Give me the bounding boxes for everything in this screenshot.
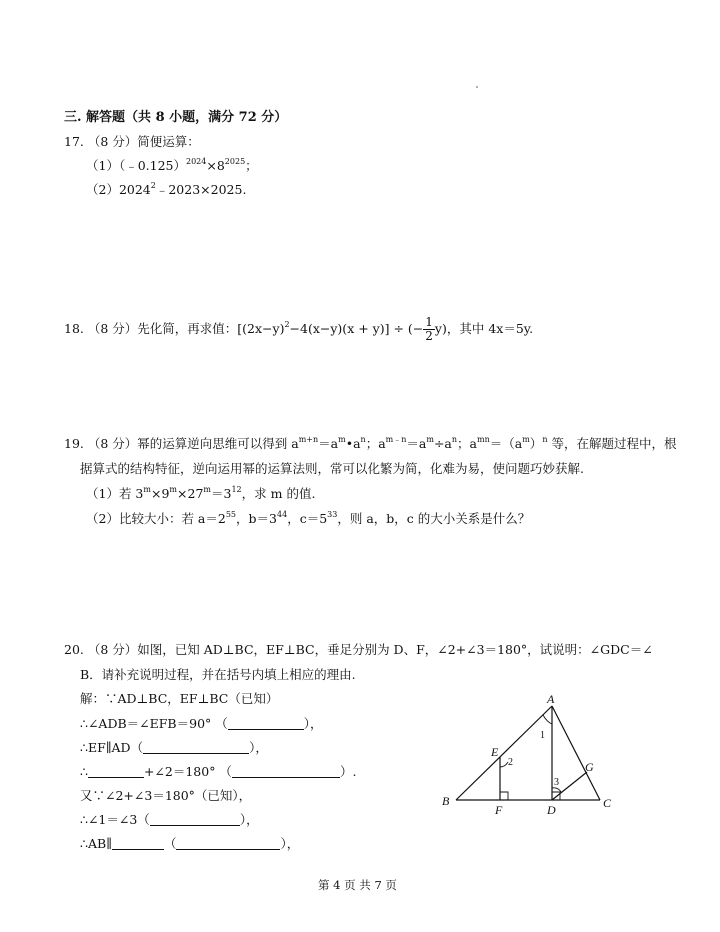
answer-blank[interactable] xyxy=(232,766,340,778)
section-title: 三. 解答题（共 8 小题，满分 72 分） xyxy=(64,110,288,125)
angle-label-1: 1 xyxy=(540,730,545,741)
label-e: E xyxy=(491,745,499,759)
label-g: G xyxy=(585,760,594,774)
q19-part1: （1）若 $3^m\times 9^m\times 27^m=3^{12}$，求 m 的值. xyxy=(86,485,316,501)
q20-step3: ∴EF∥AD（ ）， xyxy=(80,740,268,755)
right-angle-f xyxy=(500,792,508,800)
q17-stem: 17. （8 分）简便运算： xyxy=(64,134,200,149)
page-footer: 第 4 页 共 7 页 xyxy=(318,878,397,892)
q20-step4: ∴ +∠2＝180° （ ）. xyxy=(80,764,357,779)
angle-arc-1 xyxy=(543,715,552,724)
q19-line1: 19. （8 分）幂的运算逆向思维可以得到 $a^{m+n}=a^m•a^n$；$a^{m﹣n}=a^m\div a^n$；$a^{mn}=(a^m)^n$ 等，在解题过程中，根 xyxy=(64,435,677,451)
q20-step5: 又∵∠2+∠3＝180°（已知）， xyxy=(80,788,252,803)
answer-blank[interactable] xyxy=(112,838,164,850)
angle-label-3: 3 xyxy=(554,777,559,788)
answer-blank[interactable] xyxy=(150,814,240,826)
q20-step2: ∴∠ADB＝∠EFB＝90° （ ）， xyxy=(80,716,323,731)
answer-blank[interactable] xyxy=(176,838,280,850)
angle-arc-3 xyxy=(552,788,561,792)
answer-blank[interactable] xyxy=(143,742,249,754)
line-ac xyxy=(552,706,600,800)
stray-dot xyxy=(476,86,478,88)
q19-part2: （2）比较大小：若 $a=2^{55}$，$b=3^{44}$，$c=5^{33}$，则 a，b，c 的大小关系是什么？ xyxy=(86,510,531,526)
q20-step7: ∴AB∥ （ ）， xyxy=(80,836,300,851)
label-c: C xyxy=(603,796,612,810)
q18-question: 18. （8 分）先化简，再求值：$[(2x-y)^2-4(x-y)(x + y)]$ ÷ (− $\frac{1}{2}$ y)，其中 4x＝5y. xyxy=(64,315,534,343)
line-ab xyxy=(456,706,552,800)
q20-step6: ∴∠1＝∠3（ ）， xyxy=(80,812,259,827)
q17-part2: $(2)2024^2﹣2023\times 2025$. xyxy=(86,181,247,197)
label-a: A xyxy=(547,692,555,706)
q20-line1: 20. （8 分）如图，已知 AD⊥BC，EF⊥BC，垂足分别为 D、F，∠2+∠3＝180°，试说明：∠GDC＝∠ xyxy=(64,642,653,657)
q20-step1: 解：∵AD⊥BC，EF⊥BC（已知） xyxy=(80,691,279,706)
label-b: B xyxy=(442,794,450,808)
answer-blank[interactable] xyxy=(88,766,144,778)
label-f: F xyxy=(495,803,503,817)
angle-arc-2 xyxy=(500,762,508,767)
angle-label-2: 2 xyxy=(508,757,513,768)
q17-part1: $(1)(﹣0.125)^{2024}\times 8^{2025}$； xyxy=(86,157,258,173)
q19-line2: 据算式的结构特征，逆向运用幂的运算法则，常可以化繁为简，化难为易，使问题巧妙获解. xyxy=(80,461,584,476)
label-d: D xyxy=(547,803,556,817)
answer-blank[interactable] xyxy=(228,718,304,730)
geometry-figure xyxy=(430,690,630,820)
q18-fraction: $\frac{1}{2}$ xyxy=(425,315,433,343)
q20-line2: B．请补充说明过程，并在括号内填上相应的理由. xyxy=(80,667,356,682)
